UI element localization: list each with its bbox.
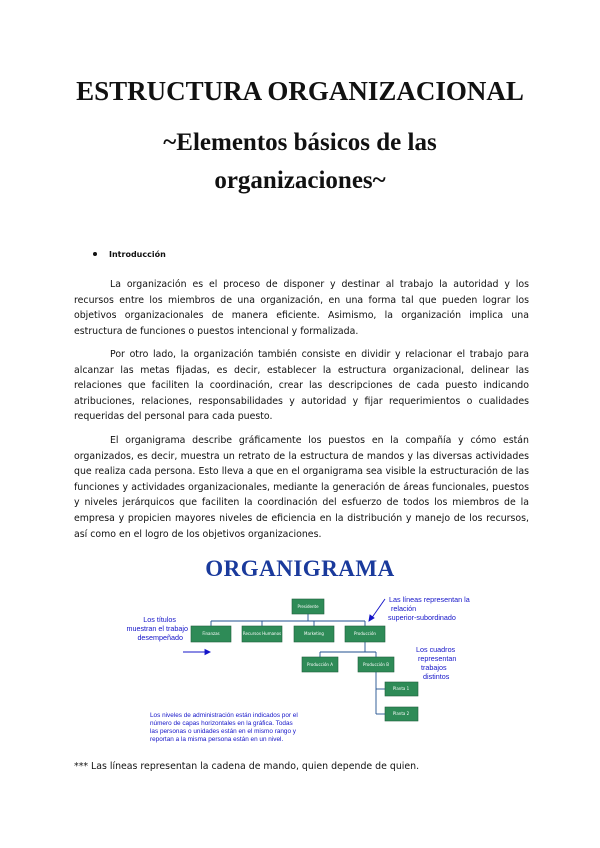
org-box-label: Producción A <box>307 662 333 667</box>
paragraph-3: El organigrama describe gráficamente los puestos en la compañía y cómo están organizados, es decir, muestra un retrato de la estructura de mandos y las diversas actividades que realiza cada persona. Esto lleva a que en el organigrama sea visible la estructuración de las funciones y actividades organizacionales, mediante la generación de áreas funcionales, puestos y niveles jerárquicos que faciliten la coordinación del esfuerzo de todos los miembros de la empresa y propicien mayores niveles de eficiencia en la distribución y manejo de los recursos, así como en el logro de los objetivos organizaciones. <box>74 435 529 540</box>
annotation-line: las personas o unidades están en el mismo rango y <box>150 728 297 735</box>
org-chart <box>110 590 510 755</box>
org-box-level2 <box>191 626 385 642</box>
org-box-level3 <box>302 657 394 672</box>
annotation-levels <box>150 712 300 743</box>
annotation-line: superior-subordinado <box>388 613 456 622</box>
annotation-line: muestran el trabajo <box>126 624 188 633</box>
annotation-boxes <box>416 645 458 681</box>
annotation-lines <box>388 595 472 622</box>
annotation-line: Las líneas representan la <box>389 595 470 604</box>
org-box-top-label: Presidente <box>297 604 319 609</box>
org-box-label: Planta 1 <box>392 686 410 691</box>
annotation-line: relación <box>391 604 417 613</box>
annotation-line: Los cuadros <box>416 645 456 654</box>
footnote: *** Las líneas representan la cadena de mando, quien depende de quien. <box>74 761 420 772</box>
org-box-label: Producción B <box>363 662 389 667</box>
figure-heading: ORGANIGRAMA <box>205 556 395 581</box>
annotation-titles <box>126 615 190 642</box>
org-box-top <box>292 599 324 614</box>
document-title: ESTRUCTURA ORGANIZACIONAL <box>76 76 524 106</box>
document-subtitle: ~Elementos básicos de las organizaciones~ <box>163 129 437 194</box>
section-heading <box>93 250 166 259</box>
section-heading-text: Introducción <box>109 250 166 259</box>
org-box-label: Planta 2 <box>392 711 410 716</box>
annotation-line: distintos <box>423 672 450 681</box>
annotation-line: trabajos <box>421 663 447 672</box>
annotation-line: Los niveles de administración están indicados por el <box>150 712 298 719</box>
annotation-line: número de capas horizontales en la gráfica. Todas <box>150 720 293 727</box>
annotation-line: desempeñado <box>137 633 183 642</box>
annotation-line: representan <box>418 654 457 663</box>
paragraph-1: La organización es el proceso de disponer y destinar al trabajo la autoridad y los recursos entre los miembros de una organización, en una forma tal que pueden lograr los objetivos organizacionales de manera eficiente. Asimismo, la organización implica una estructura de funciones o puestos intencional y formalizada. <box>74 279 529 337</box>
paragraph-2: Por otro lado, la organización también consiste en dividir y relacionar el trabajo para alcanzar las metas fijadas, es decir, establecer la estructura organizacional, delinear las relaciones que faciliten la coordinación, crear las descripciones de cada puesto indicando atribuciones, relaciones, responsabilidades y autoridad y fijar requerimientos o cualidades requeridas del personal para cada puesto. <box>74 349 529 423</box>
org-box-level4 <box>385 682 418 721</box>
annotation-line: Los títulos <box>143 615 176 624</box>
bullet-icon <box>93 252 97 256</box>
org-box-label: Producción <box>354 631 376 636</box>
org-box-label: Finanzas <box>202 631 220 636</box>
org-box-label: Marketing <box>304 631 324 636</box>
annotation-line: reportan a la misma persona están en un nivel. <box>150 736 284 743</box>
org-box-label: Recursos Humanos <box>242 631 282 636</box>
